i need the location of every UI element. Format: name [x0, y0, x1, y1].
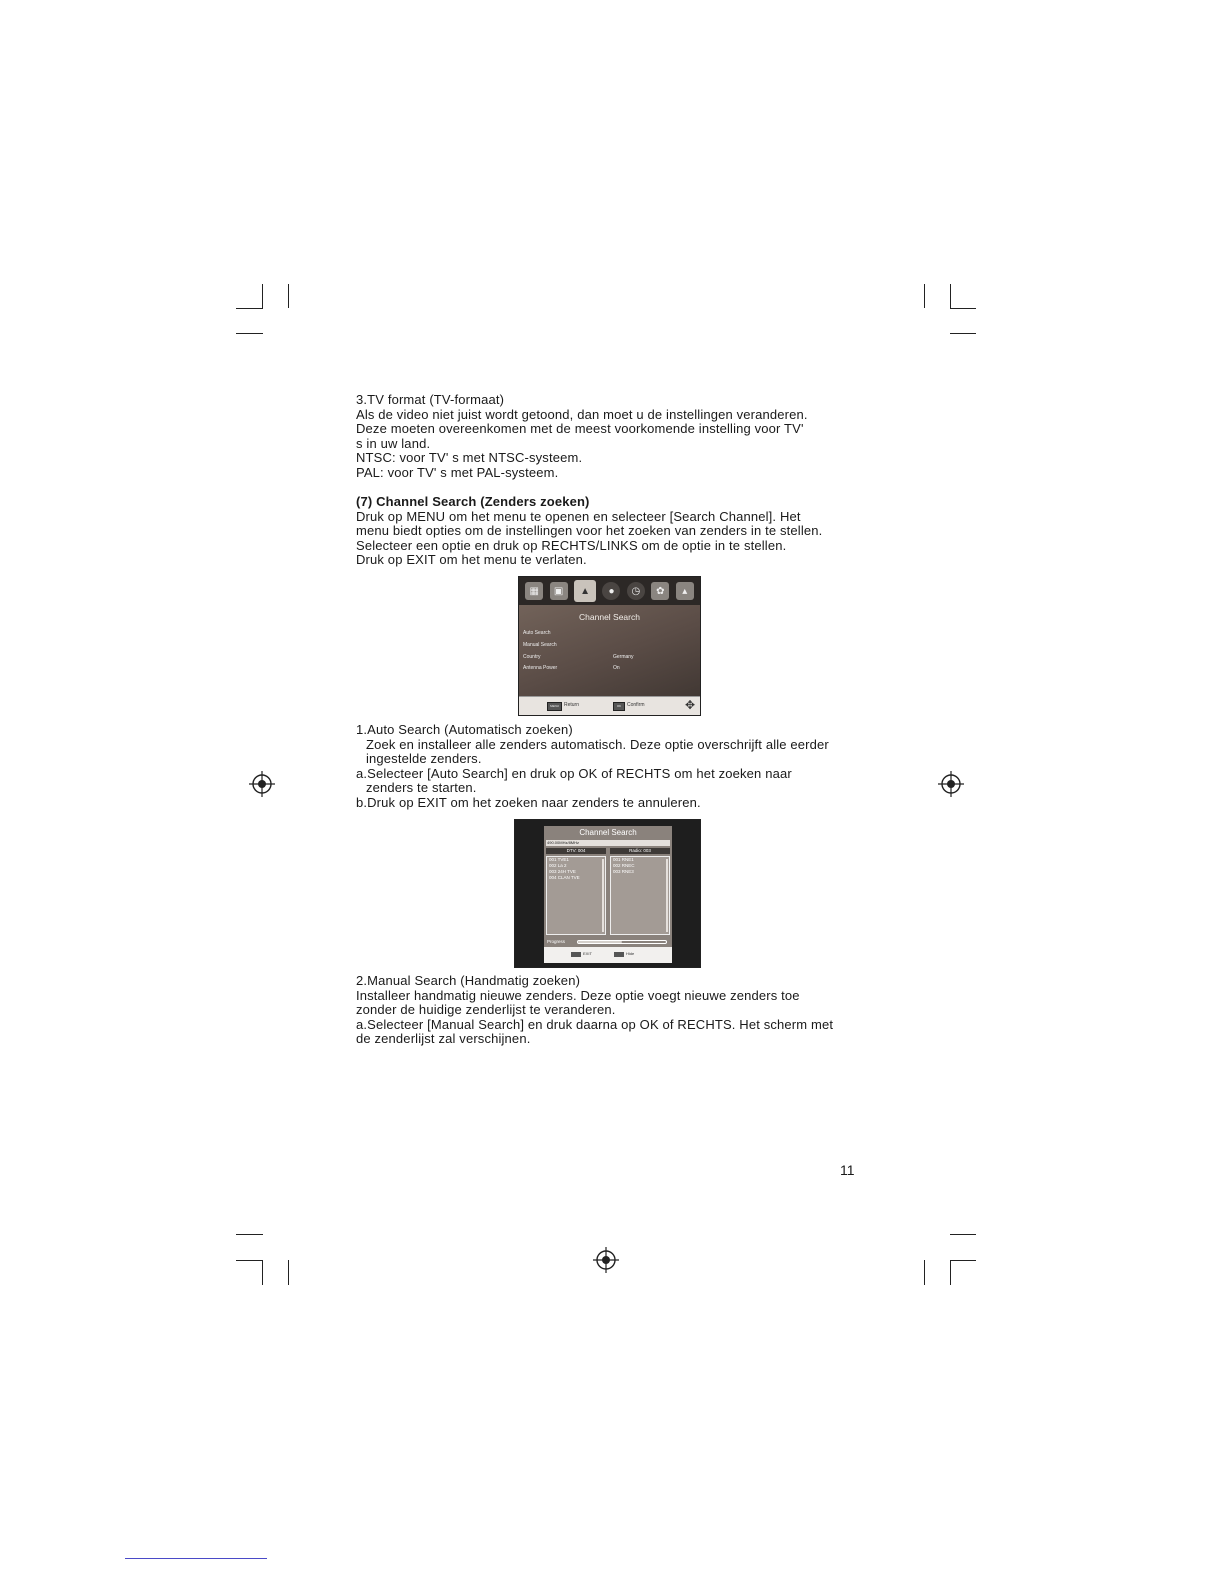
paragraph-line: Als de video niet juist wordt getoond, dan moet u de instellingen veranderen. [356, 406, 808, 422]
progress-bar-fill [578, 941, 622, 943]
exit-key-icon [571, 952, 581, 957]
confirm-label: Confirm [627, 702, 645, 708]
clock-icon: ◷ [627, 582, 645, 600]
hide-key-icon [614, 952, 624, 957]
paragraph-line: PAL: voor TV' s met PAL-systeem. [356, 464, 559, 480]
section-heading: 2.Manual Search (Handmatig zoeken) [356, 973, 581, 988]
paragraph-line: b.Druk op EXIT om het zoeken naar zenders te annuleren. [356, 794, 701, 810]
paragraph-line: Deze moeten overeenkomen met de meest voorkomende instelling voor TV' [356, 421, 804, 437]
list-item: 002 La 2 [549, 863, 567, 868]
progress-bar [577, 940, 667, 944]
page-number: 11 [840, 1162, 855, 1178]
footer-rule [125, 1558, 267, 1559]
menu-item-auto-search: Auto Search [523, 630, 551, 636]
picture-icon: ▦ [525, 582, 543, 600]
list-item: 002 RNEC [613, 863, 635, 868]
paragraph-line: a.Selecteer [Manual Search] en druk daarna op OK of RECHTS. Het scherm met [356, 1016, 834, 1032]
ok-key-icon: OK [613, 702, 625, 711]
menu-icon-bar [519, 577, 700, 605]
dtv-header: DTV: 004 [546, 848, 606, 854]
menu-footer [519, 696, 700, 715]
system-icon: ▴ [676, 582, 694, 600]
menu-item-country: Country [523, 654, 541, 660]
menu-item-manual-search: Manual Search [523, 642, 557, 648]
list-item: 003 RNE3 [613, 869, 634, 874]
registration-mark-icon [593, 1247, 619, 1273]
hide-label: Hide [626, 951, 635, 956]
search-panel [544, 826, 672, 963]
menu-title: Channel Search [579, 612, 640, 622]
section-heading: (7) Channel Search (Zenders zoeken) [356, 494, 590, 509]
country-value: Germany [613, 654, 634, 660]
menu-item-antenna-power: Antenna Power [523, 665, 558, 671]
paragraph-line: ingestelde zenders. [366, 751, 482, 767]
radio-channel-list [610, 856, 670, 935]
scrollbar [602, 859, 604, 932]
paragraph-line: Druk op MENU om het menu te openen en selecteer [Search Channel]. Het [356, 508, 801, 524]
scrollbar [666, 859, 668, 932]
paragraph-line: s in uw land. [356, 435, 431, 451]
section-tv-format [356, 393, 876, 481]
paragraph-line: menu biedt opties om de instellingen voor het zoeken van zenders in te stellen. [356, 523, 823, 539]
registration-mark-icon [249, 771, 275, 797]
list-item: 001 RNE1 [613, 857, 634, 862]
search-footer [544, 947, 672, 963]
channel-search-icon: ▲ [574, 580, 596, 602]
disc-icon: ● [602, 582, 620, 600]
paragraph-line: Zoek en installeer alle zenders automatisch. Deze optie overschrijft alle eerder [366, 736, 829, 752]
menu-key-icon: MENU [547, 702, 562, 711]
registration-mark-icon [938, 771, 964, 797]
list-item: 001 TVE1 [549, 857, 569, 862]
gear-icon: ✿ [651, 582, 669, 600]
section-heading: 3.TV format (TV-formaat) [356, 392, 505, 407]
list-item: 004 CLAN TVE [549, 875, 580, 880]
antenna-power-value: On [613, 665, 620, 671]
channel-search-menu-screenshot [518, 576, 701, 716]
section-auto-search [356, 723, 876, 811]
search-title: Channel Search [579, 828, 637, 837]
navigation-arrows-icon: ✥ [684, 698, 696, 712]
program-icon: ▣ [550, 582, 568, 600]
section-heading: 1.Auto Search (Automatisch zoeken) [356, 722, 573, 737]
section-channel-search [356, 495, 876, 568]
frequency-readout: 490.00MHz/8MHz [546, 840, 670, 846]
paragraph-line: de zenderlijst zal verschijnen. [356, 1031, 531, 1047]
paragraph-line: zenders te starten. [366, 780, 477, 796]
section-manual-search [356, 974, 876, 1047]
paragraph-line: Installeer handmatig nieuwe zenders. Deze optie voegt nieuwe zenders toe [356, 987, 800, 1003]
paragraph-line: Selecteer een optie en druk op RECHTS/LINKS om de optie in te stellen. [356, 537, 787, 553]
paragraph-line: zonder de huidige zenderlijst te veranderen. [356, 1002, 616, 1018]
paragraph-line: Druk op EXIT om het menu te verlaten. [356, 552, 587, 568]
paragraph-line: a.Selecteer [Auto Search] en druk op OK of RECHTS om het zoeken naar [356, 765, 792, 781]
list-item: 003 24H TVE [549, 869, 576, 874]
return-label: Return [564, 702, 580, 708]
channel-search-progress-screenshot [514, 819, 701, 968]
exit-label: EXIT [583, 951, 592, 956]
dtv-channel-list [546, 856, 606, 935]
progress-label: Progress [547, 939, 566, 944]
paragraph-line: NTSC: voor TV' s met NTSC-systeem. [356, 450, 583, 466]
radio-header: Radio: 003 [610, 848, 670, 854]
